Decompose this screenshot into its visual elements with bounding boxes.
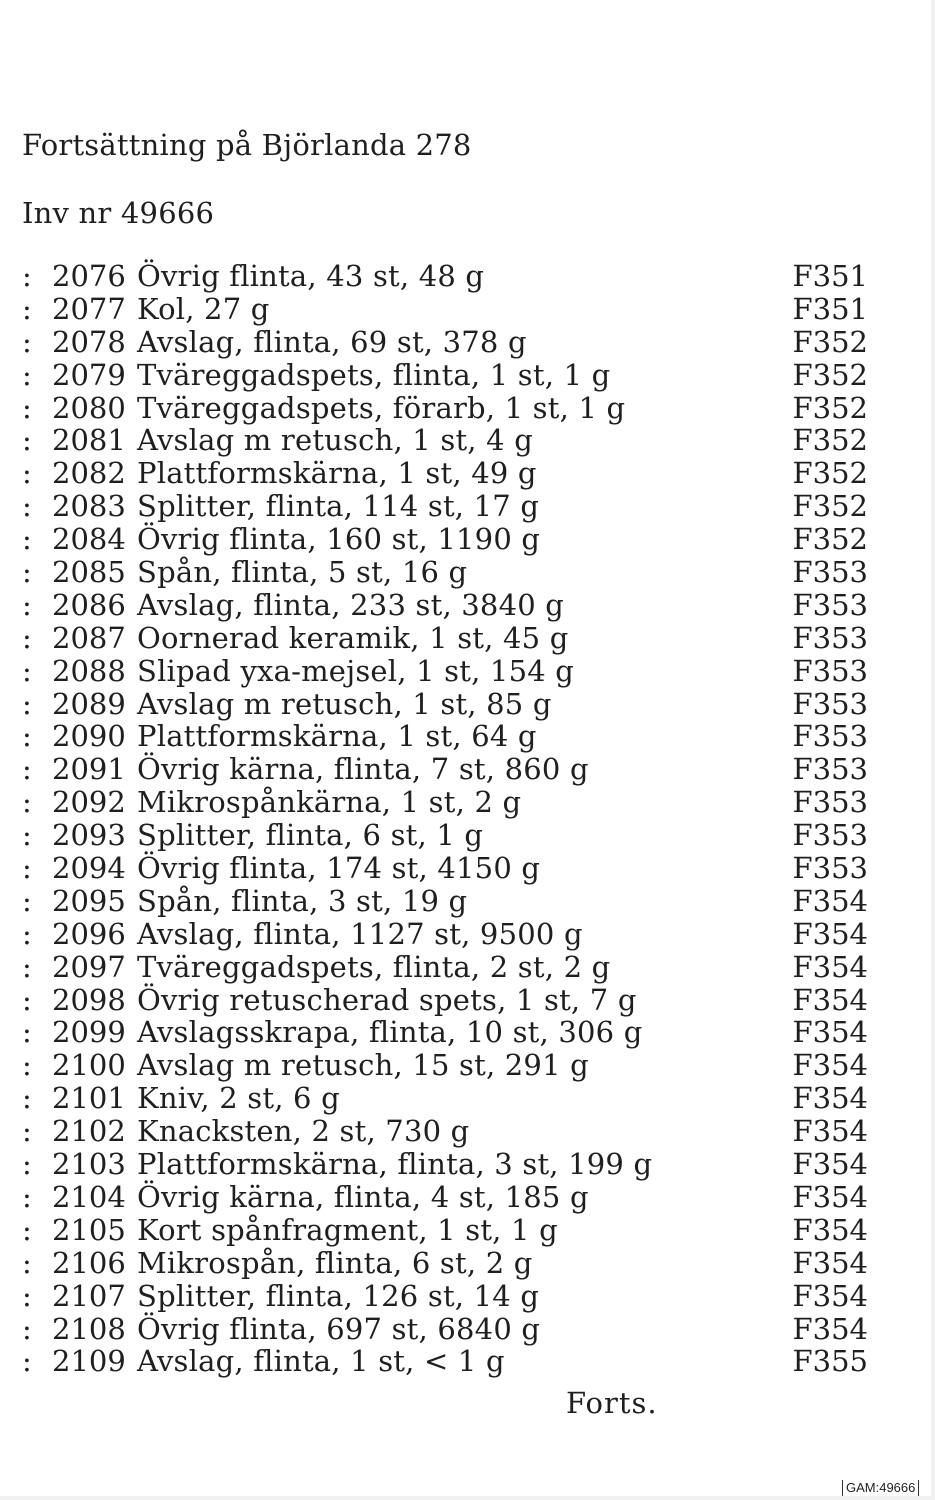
entry-colon: : <box>22 1048 32 1083</box>
entry-code: F353 <box>792 785 868 820</box>
list-item <box>22 688 872 721</box>
entry-colon: : <box>22 916 32 951</box>
entry-number: 2106 <box>52 1245 126 1280</box>
entry-code: F352 <box>792 324 868 359</box>
entry-number: 2083 <box>52 489 126 524</box>
entry-colon: : <box>22 423 32 458</box>
entry-colon: : <box>22 752 32 787</box>
entry-number: 2097 <box>52 949 126 984</box>
list-item <box>22 1181 872 1214</box>
entry-code: F354 <box>792 1245 868 1280</box>
entry-colon: : <box>22 587 32 622</box>
entry-description: Tväreggadspets, flinta, 1 st, 1 g <box>137 357 611 392</box>
list-item <box>22 1345 872 1378</box>
entry-colon: : <box>22 522 32 557</box>
list-item <box>22 885 872 918</box>
entry-code: F354 <box>792 1081 868 1116</box>
entry-colon: : <box>22 1344 32 1379</box>
list-item <box>22 1049 872 1082</box>
entry-number: 2091 <box>52 752 126 787</box>
entry-number: 2076 <box>52 259 126 293</box>
inventory-number: Inv nr 49666 <box>22 196 215 230</box>
entry-code: F353 <box>792 719 868 754</box>
list-item <box>22 424 872 457</box>
entry-colon: : <box>22 1081 32 1116</box>
entry-code: F353 <box>792 818 868 853</box>
entry-number: 2095 <box>52 883 126 918</box>
entry-code: F354 <box>792 1147 868 1182</box>
entry-code: F354 <box>792 1048 868 1083</box>
entry-code: F354 <box>792 1278 868 1313</box>
entry-colon: : <box>22 390 32 425</box>
entry-description: Tväreggadspets, förarb, 1 st, 1 g <box>137 390 626 425</box>
entry-description: Avslagsskrapa, flinta, 10 st, 306 g <box>137 1015 643 1050</box>
entry-code: F354 <box>792 1179 868 1214</box>
entry-colon: : <box>22 456 32 491</box>
list-item <box>22 359 872 392</box>
entry-number: 2099 <box>52 1015 126 1050</box>
entry-code: F355 <box>792 1344 868 1379</box>
entry-description: Knacksten, 2 st, 730 g <box>137 1114 470 1149</box>
entry-description: Avslag m retusch, 1 st, 4 g <box>137 423 533 458</box>
entry-colon: : <box>22 1114 32 1149</box>
entry-number: 2104 <box>52 1179 126 1214</box>
list-item <box>22 1082 872 1115</box>
entry-number: 2081 <box>52 423 126 458</box>
entry-description: Övrig kärna, flinta, 7 st, 860 g <box>137 752 589 787</box>
entry-number: 2098 <box>52 982 126 1017</box>
entry-description: Mikrospån, flinta, 6 st, 2 g <box>137 1245 533 1280</box>
list-item <box>22 622 872 655</box>
continuation-note: Forts. <box>566 1386 658 1420</box>
entry-colon: : <box>22 1278 32 1313</box>
entry-colon: : <box>22 259 32 293</box>
entry-code: F353 <box>792 620 868 655</box>
entry-colon: : <box>22 620 32 655</box>
entry-description: Övrig retuscherad spets, 1 st, 7 g <box>137 982 637 1017</box>
entry-description: Mikrospånkärna, 1 st, 2 g <box>137 785 522 820</box>
entry-colon: : <box>22 818 32 853</box>
entry-colon: : <box>22 653 32 688</box>
entry-number: 2109 <box>52 1344 126 1379</box>
entry-colon: : <box>22 357 32 392</box>
list-item <box>22 326 872 359</box>
entry-number: 2100 <box>52 1048 126 1083</box>
list-item <box>22 753 872 786</box>
entry-code: F352 <box>792 489 868 524</box>
entry-code: F353 <box>792 587 868 622</box>
document-title: Fortsättning på Björlanda 278 <box>22 128 472 162</box>
list-item <box>22 1016 872 1049</box>
entry-number: 2088 <box>52 653 126 688</box>
entry-colon: : <box>22 1179 32 1214</box>
entry-number: 2079 <box>52 357 126 392</box>
entry-colon: : <box>22 1147 32 1182</box>
entry-colon: : <box>22 324 32 359</box>
entry-number: 2094 <box>52 851 126 886</box>
entry-description: Plattformskärna, flinta, 3 st, 199 g <box>137 1147 653 1182</box>
entry-number: 2089 <box>52 686 126 721</box>
entry-description: Övrig flinta, 43 st, 48 g <box>137 259 485 293</box>
entry-number: 2082 <box>52 456 126 491</box>
list-item <box>22 293 872 326</box>
entry-code: F352 <box>792 390 868 425</box>
entry-colon: : <box>22 489 32 524</box>
entry-code: F352 <box>792 357 868 392</box>
entry-number: 2086 <box>52 587 126 622</box>
entry-description: Kniv, 2 st, 6 g <box>137 1081 340 1116</box>
entry-description: Avslag, flinta, 69 st, 378 g <box>137 324 527 359</box>
list-item <box>22 1313 872 1346</box>
entry-code: F354 <box>792 916 868 951</box>
entry-number: 2096 <box>52 916 126 951</box>
entry-number: 2080 <box>52 390 126 425</box>
entry-code: F354 <box>792 1015 868 1050</box>
entry-description: Avslag m retusch, 15 st, 291 g <box>137 1048 589 1083</box>
entry-code: F352 <box>792 423 868 458</box>
list-item <box>22 589 872 622</box>
entry-code: F354 <box>792 982 868 1017</box>
entry-number: 2105 <box>52 1212 126 1247</box>
entry-description: Spån, flinta, 3 st, 19 g <box>137 883 468 918</box>
entry-number: 2084 <box>52 522 126 557</box>
entry-code: F351 <box>792 259 868 293</box>
list-item <box>22 819 872 852</box>
entry-code: F354 <box>792 1114 868 1149</box>
entry-description: Plattformskärna, 1 st, 64 g <box>137 719 537 754</box>
entry-code: F354 <box>792 1212 868 1247</box>
list-item <box>22 1115 872 1148</box>
entry-number: 2103 <box>52 1147 126 1182</box>
entry-description: Övrig kärna, flinta, 4 st, 185 g <box>137 1179 589 1214</box>
entry-number: 2107 <box>52 1278 126 1313</box>
entry-description: Plattformskärna, 1 st, 49 g <box>137 456 537 491</box>
entry-description: Övrig flinta, 160 st, 1190 g <box>137 522 541 557</box>
list-item <box>22 1247 872 1280</box>
entry-code: F353 <box>792 653 868 688</box>
list-item <box>22 984 872 1017</box>
entry-colon: : <box>22 291 32 326</box>
entry-colon: : <box>22 785 32 820</box>
entry-description: Övrig flinta, 174 st, 4150 g <box>137 851 541 886</box>
list-item <box>22 918 872 951</box>
entry-colon: : <box>22 949 32 984</box>
list-item <box>22 260 872 293</box>
list-item <box>22 852 872 885</box>
list-item <box>22 951 872 984</box>
entry-colon: : <box>22 1212 32 1247</box>
entry-colon: : <box>22 686 32 721</box>
list-item <box>22 392 872 425</box>
entry-code: F353 <box>792 555 868 590</box>
list-item <box>22 655 872 688</box>
list-item <box>22 457 872 490</box>
entry-code: F351 <box>792 291 868 326</box>
entry-colon: : <box>22 555 32 590</box>
list-item <box>22 786 872 819</box>
list-item <box>22 1148 872 1181</box>
entry-colon: : <box>22 1245 32 1280</box>
entry-number: 2101 <box>52 1081 126 1116</box>
entry-colon: : <box>22 883 32 918</box>
entry-description: Avslag, flinta, 1127 st, 9500 g <box>137 916 583 951</box>
list-item <box>22 556 872 589</box>
entry-code: F352 <box>792 522 868 557</box>
entry-colon: : <box>22 1311 32 1346</box>
list-item <box>22 490 872 523</box>
list-item <box>22 1280 872 1313</box>
entry-colon: : <box>22 719 32 754</box>
entry-code: F353 <box>792 752 868 787</box>
entry-code: F352 <box>792 456 868 491</box>
entry-code: F353 <box>792 851 868 886</box>
entry-code: F354 <box>792 1311 868 1346</box>
entry-description: Kort spånfragment, 1 st, 1 g <box>137 1212 558 1247</box>
entry-colon: : <box>22 982 32 1017</box>
entry-description: Splitter, flinta, 6 st, 1 g <box>137 818 484 853</box>
entry-number: 2108 <box>52 1311 126 1346</box>
entry-description: Avslag, flinta, 233 st, 3840 g <box>137 587 565 622</box>
entry-number: 2090 <box>52 719 126 754</box>
entry-number: 2092 <box>52 785 126 820</box>
entry-description: Tväreggadspets, flinta, 2 st, 2 g <box>137 949 611 984</box>
entry-description: Kol, 27 g <box>137 291 270 326</box>
entry-code: F354 <box>792 949 868 984</box>
entry-description: Oornerad keramik, 1 st, 45 g <box>137 620 569 655</box>
list-item <box>22 1214 872 1247</box>
entry-code: F353 <box>792 686 868 721</box>
list-item <box>22 720 872 753</box>
entry-list <box>22 260 872 1378</box>
entry-description: Slipad yxa-mejsel, 1 st, 154 g <box>137 653 575 688</box>
entry-code: F354 <box>792 883 868 918</box>
entry-description: Övrig flinta, 697 st, 6840 g <box>137 1311 541 1346</box>
entry-number: 2078 <box>52 324 126 359</box>
entry-number: 2077 <box>52 291 126 326</box>
archive-stamp: GAM:49666 <box>842 1480 919 1496</box>
entry-description: Splitter, flinta, 114 st, 17 g <box>137 489 540 524</box>
entry-description: Avslag m retusch, 1 st, 85 g <box>137 686 552 721</box>
entry-description: Avslag, flinta, 1 st, < 1 g <box>137 1344 505 1379</box>
entry-number: 2085 <box>52 555 126 590</box>
entry-description: Spån, flinta, 5 st, 16 g <box>137 555 468 590</box>
entry-description: Splitter, flinta, 126 st, 14 g <box>137 1278 540 1313</box>
entry-number: 2093 <box>52 818 126 853</box>
entry-colon: : <box>22 851 32 886</box>
list-item <box>22 523 872 556</box>
entry-number: 2102 <box>52 1114 126 1149</box>
entry-number: 2087 <box>52 620 126 655</box>
entry-colon: : <box>22 1015 32 1050</box>
